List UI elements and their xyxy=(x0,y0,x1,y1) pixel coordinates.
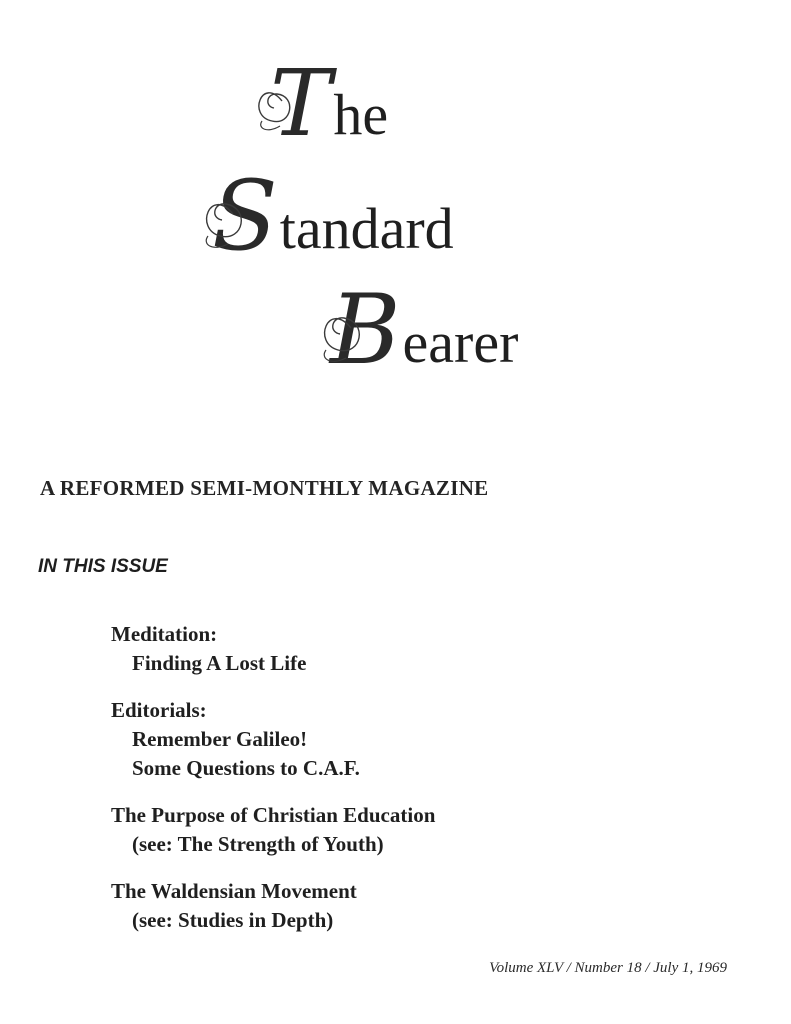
masthead-initial-letter: B xyxy=(330,274,401,386)
toc-entry-title: Meditation: xyxy=(111,622,218,646)
toc-entry-title: The Purpose of Christian Education xyxy=(111,803,436,827)
masthead-initial-t xyxy=(270,50,332,157)
masthead-word-rest: tandard xyxy=(279,196,454,261)
toc-entry-subtitle: (see: The Strength of Youth) xyxy=(132,832,384,856)
toc-entry-meditation xyxy=(111,620,751,678)
masthead-initial-letter: S xyxy=(212,160,278,272)
toc-entry-subtitle: Some Questions to C.A.F. xyxy=(132,756,360,780)
masthead-line-standard xyxy=(212,160,454,272)
masthead-initial-s xyxy=(212,160,278,272)
toc-entry-title: The Waldensian Movement xyxy=(111,879,357,903)
toc-entry-christian-education xyxy=(111,801,751,859)
toc-entry-editorials xyxy=(111,696,751,783)
in-this-issue-heading: IN THIS ISSUE xyxy=(38,556,168,577)
table-of-contents xyxy=(111,620,751,953)
masthead-line-bearer xyxy=(330,274,519,386)
toc-entry-subtitle: Finding A Lost Life xyxy=(132,651,307,675)
toc-entry-subtitle: (see: Studies in Depth) xyxy=(132,908,334,932)
masthead-initial-letter: T xyxy=(270,50,332,157)
toc-entry-waldensian-movement xyxy=(111,877,751,935)
masthead-word-rest: earer xyxy=(402,310,519,375)
masthead-word-rest: he xyxy=(333,82,389,147)
magazine-subtitle: A REFORMED SEMI-MONTHLY MAGAZINE xyxy=(40,476,489,500)
masthead-line-the xyxy=(270,50,389,157)
issue-volume-line: Volume XLV / Number 18 / July 1, 1969 xyxy=(489,960,727,976)
toc-entry-title: Editorials: xyxy=(111,698,207,722)
masthead-initial-b xyxy=(330,274,401,386)
toc-entry-subtitle: Remember Galileo! xyxy=(132,727,308,751)
